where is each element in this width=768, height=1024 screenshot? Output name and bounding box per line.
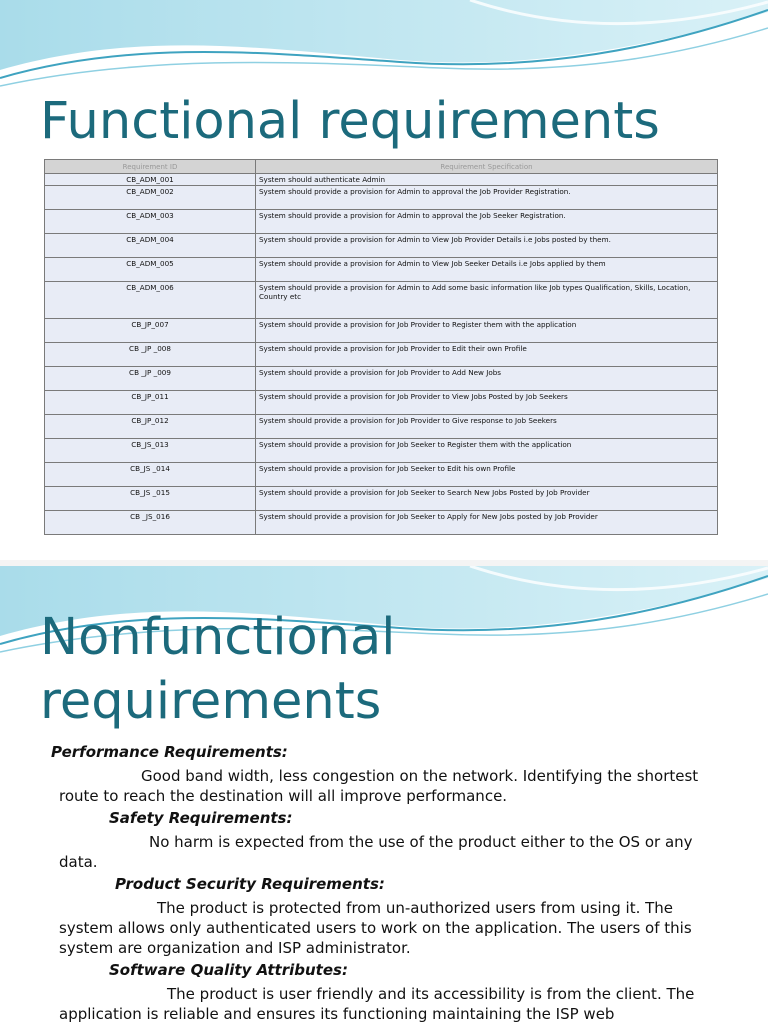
slide-nonfunctional [0, 566, 768, 1024]
slide-title: Nonfunctional requirements [40, 608, 396, 731]
requirement-spec: System should authenticate Admin [256, 174, 718, 186]
table-row [45, 414, 718, 438]
section-heading: Software Quality Attributes: [109, 961, 348, 979]
header-requirement-id: Requirement ID [45, 160, 256, 174]
section-text: The product is user friendly and its accessibility is from the client. The application is reliable and ensures its functioning maintaining the ISP web [59, 985, 695, 1023]
requirement-spec: System should provide a provision for Job Provider to View Jobs Posted by Job Seekers [256, 390, 718, 414]
table-row [45, 209, 718, 233]
requirement-spec: System should provide a provision for Job Seeker to Apply for New Jobs posted by Job Provider [256, 510, 718, 534]
table-row [45, 510, 718, 534]
section-text: The product is protected from un-authorized users from using it. The system allows only authenticated users to work on the application. The users of this system are organization and ISP administrator. [59, 899, 692, 957]
requirement-id: CB _JP _008 [45, 342, 256, 366]
table-row [45, 462, 718, 486]
requirement-id: CB_ADM_004 [45, 233, 256, 257]
requirement-id: CB _JS_016 [45, 510, 256, 534]
requirement-spec: System should provide a provision for Job Provider to Register them with the application [256, 318, 718, 342]
requirements-table [44, 159, 718, 535]
section-text: No harm is expected from the use of the product either to the OS or any data. [59, 833, 693, 871]
header-requirement-spec: Requirement Specification [256, 160, 718, 174]
section-heading: Performance Requirements: [51, 743, 288, 761]
requirement-spec: System should provide a provision for Admin to View Job Seeker Details i.e Jobs applied by them [256, 257, 718, 281]
requirement-spec: System should provide a provision for Job Provider to Give response to Job Seekers [256, 414, 718, 438]
requirement-id: CB_ADM_005 [45, 257, 256, 281]
table-row [45, 342, 718, 366]
table-row [45, 185, 718, 209]
requirement-spec: System should provide a provision for Admin to approval the Job Seeker Registration. [256, 209, 718, 233]
requirement-spec: System should provide a provision for Job Provider to Edit their own Profile [256, 342, 718, 366]
section-heading: Product Security Requirements: [115, 875, 385, 893]
section-text: Good band width, less congestion on the network. Identifying the shortest route to reach the destination will all improve performance. [59, 767, 699, 805]
requirement-id: CB_JP_011 [45, 390, 256, 414]
table-row [45, 390, 718, 414]
table-row [45, 438, 718, 462]
requirement-id: CB_JS _015 [45, 486, 256, 510]
requirement-spec: System should provide a provision for Job Provider to Add New Jobs [256, 366, 718, 390]
table-row [45, 366, 718, 390]
table-row [45, 257, 718, 281]
table-row [45, 174, 718, 186]
requirement-id: CB_ADM_001 [45, 174, 256, 186]
requirement-id: CB_JS _014 [45, 462, 256, 486]
table-row [45, 318, 718, 342]
requirement-id: CB _JP _009 [45, 366, 256, 390]
table-header-row [45, 160, 718, 174]
requirement-id: CB_ADM_003 [45, 209, 256, 233]
requirement-spec: System should provide a provision for Admin to View Job Provider Details i.e Jobs posted by them. [256, 233, 718, 257]
table-row [45, 281, 718, 318]
table-row [45, 486, 718, 510]
slide-title: Functional requirements [40, 92, 660, 151]
requirement-id: CB_JP_007 [45, 318, 256, 342]
header-wave-graphic [0, 0, 768, 100]
requirement-spec: System should provide a provision for Admin to Add some basic information like Job types Qualification, Skills, Location, Country etc [256, 281, 718, 318]
requirement-id: CB_JP_012 [45, 414, 256, 438]
requirement-spec: System should provide a provision for Job Seeker to Register them with the application [256, 438, 718, 462]
section-heading: Safety Requirements: [109, 809, 293, 827]
requirement-spec: System should provide a provision for Job Seeker to Edit his own Profile [256, 462, 718, 486]
requirement-id: CB_JS_013 [45, 438, 256, 462]
table-row [45, 233, 718, 257]
requirement-spec: System should provide a provision for Admin to approval the Job Provider Registration. [256, 185, 718, 209]
requirement-spec: System should provide a provision for Job Seeker to Search New Jobs Posted by Job Provider [256, 486, 718, 510]
requirement-id: CB_ADM_006 [45, 281, 256, 318]
requirement-id: CB_ADM_002 [45, 185, 256, 209]
